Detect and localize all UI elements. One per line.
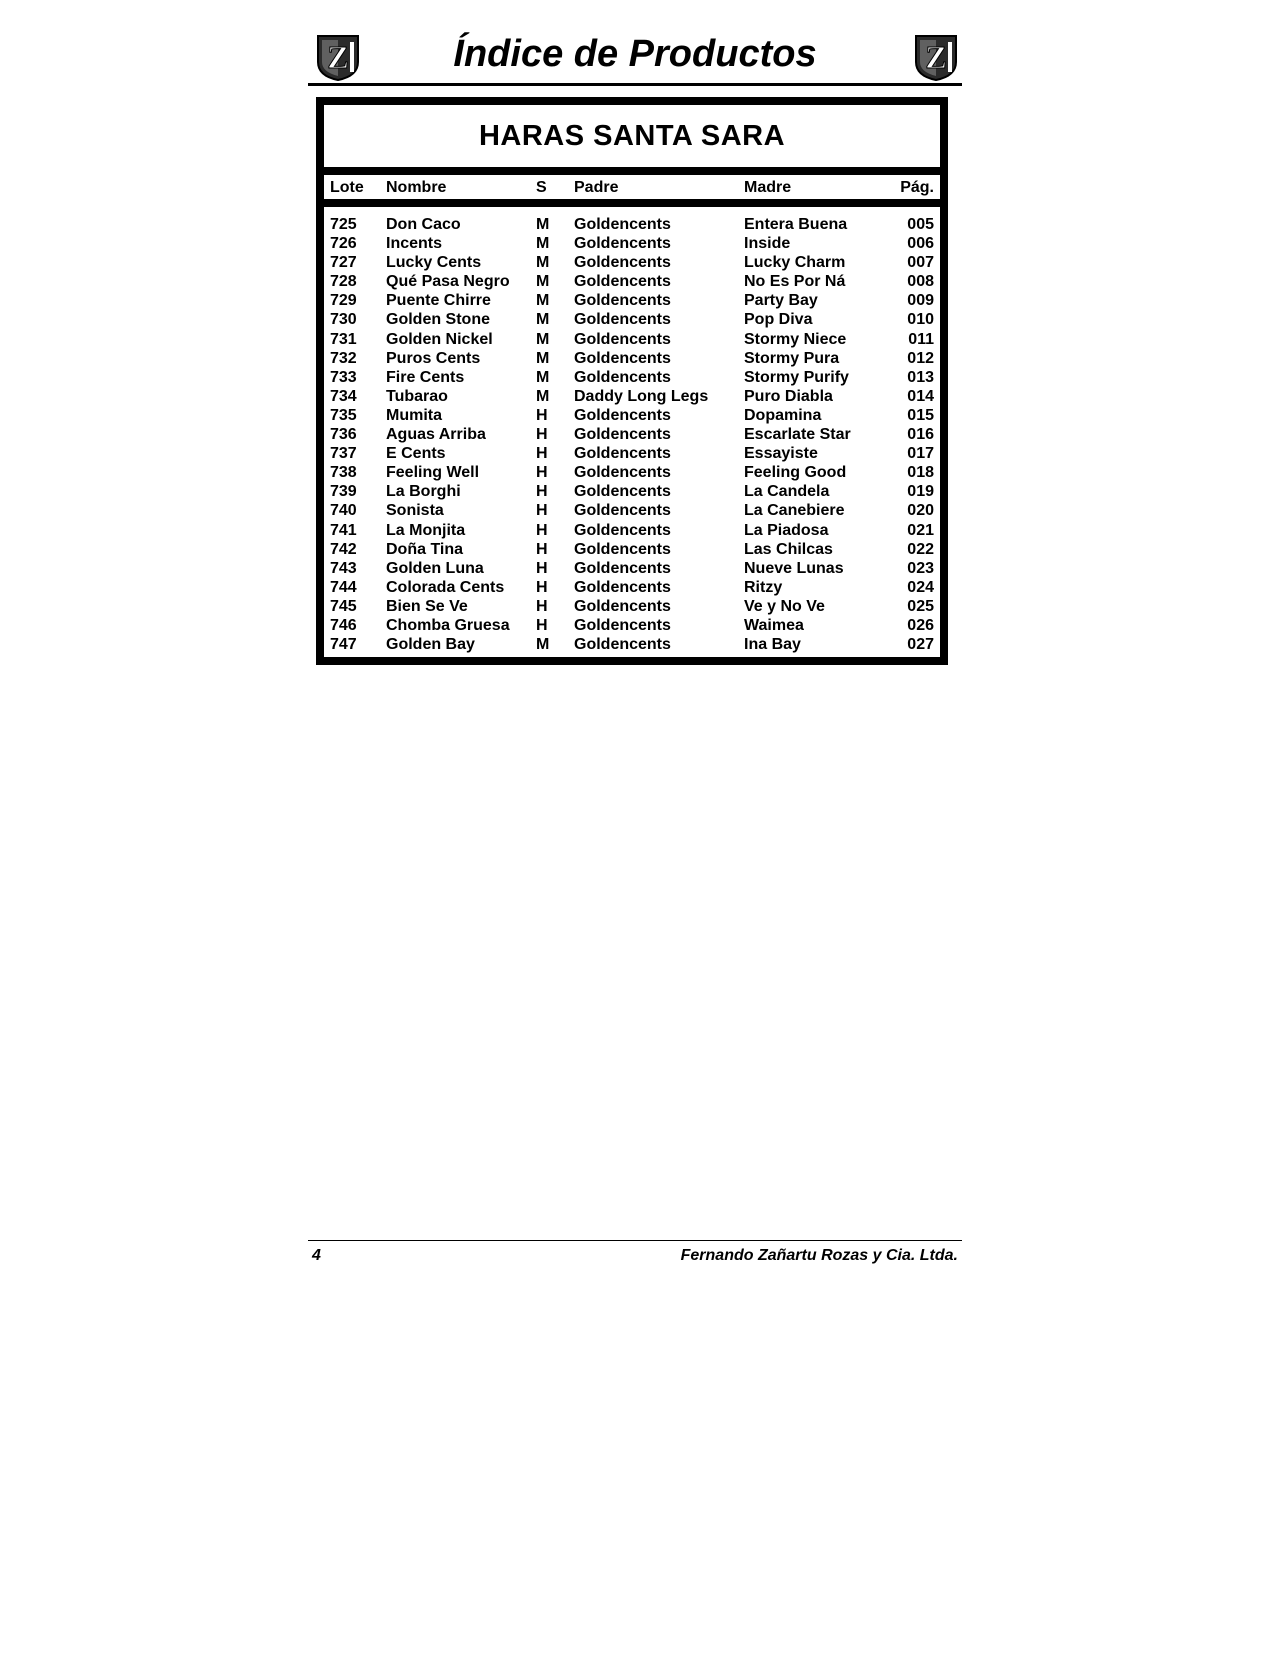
cell-lote: 734: [330, 387, 357, 405]
cell-lote: 744: [330, 578, 357, 596]
column-header-lote: Lote: [330, 179, 364, 196]
cell-nombre: Sonista: [386, 502, 444, 520]
cell-madre: Escarlate Star: [744, 426, 851, 444]
cell-pagina: 007: [907, 254, 934, 272]
cell-lote: 735: [330, 406, 357, 424]
cell-pagina: 015: [907, 406, 934, 424]
page-footer: [308, 1240, 962, 1270]
cell-sexo: M: [536, 330, 550, 348]
cell-nombre: Puros Cents: [386, 349, 481, 367]
cell-pagina: 010: [907, 311, 934, 329]
cell-pagina: 023: [907, 559, 934, 577]
footer-rule: [308, 1240, 962, 1241]
cell-sexo: H: [536, 502, 548, 520]
cell-pagina: 024: [907, 578, 934, 596]
header-rule: [308, 83, 962, 86]
cell-padre: Goldencents: [574, 597, 671, 615]
column-header-madre: Madre: [744, 179, 792, 196]
cell-pagina: 018: [907, 464, 934, 482]
svg-text:Z: Z: [925, 39, 947, 75]
cell-padre: Goldencents: [574, 616, 671, 634]
cell-lote: 747: [330, 636, 357, 654]
cell-sexo: M: [536, 368, 550, 386]
catalog-title-area: [324, 105, 940, 175]
table-row: [324, 501, 940, 520]
cell-lote: 743: [330, 559, 357, 577]
cell-nombre: Golden Stone: [386, 311, 490, 329]
cell-sexo: H: [536, 597, 548, 615]
table-row: [324, 540, 940, 559]
cell-madre: No Es Por Ná: [744, 273, 846, 291]
cell-madre: Ina Bay: [744, 636, 801, 654]
cell-madre: Feeling Good: [744, 464, 847, 482]
cell-lote: 739: [330, 483, 357, 501]
cell-padre: Goldencents: [574, 445, 671, 463]
cell-sexo: H: [536, 521, 548, 539]
cell-lote: 731: [330, 330, 357, 348]
cell-padre: Goldencents: [574, 273, 671, 291]
cell-pagina: 027: [907, 636, 934, 654]
cell-lote: 733: [330, 368, 357, 386]
cell-lote: 737: [330, 445, 357, 463]
cell-lote: 741: [330, 521, 357, 539]
page-title: Índice de Productos: [453, 33, 817, 75]
cell-nombre: La Borghi: [386, 483, 461, 501]
cell-pagina: 013: [907, 368, 934, 386]
table-row: [324, 387, 940, 406]
catalog-table: [316, 97, 948, 665]
cell-sexo: H: [536, 578, 548, 596]
cell-nombre: Aguas Arriba: [386, 426, 486, 444]
cell-madre: La Candela: [744, 483, 830, 501]
cell-sexo: H: [536, 426, 548, 444]
column-header-s: S: [536, 179, 547, 196]
cell-sexo: M: [536, 292, 550, 310]
cell-padre: Goldencents: [574, 349, 671, 367]
cell-padre: Goldencents: [574, 216, 671, 233]
page-header: [308, 30, 962, 86]
table-row: [324, 521, 940, 540]
cell-madre: Ve y No Ve: [744, 597, 825, 615]
cell-pagina: 016: [907, 426, 934, 444]
cell-nombre: Tubarao: [386, 387, 448, 405]
cell-nombre: Mumita: [386, 406, 442, 424]
cell-padre: Goldencents: [574, 292, 671, 310]
cell-padre: Goldencents: [574, 464, 671, 482]
cell-pagina: 005: [907, 216, 934, 233]
cell-lote: 740: [330, 502, 357, 520]
table-row: [324, 234, 940, 253]
cell-madre: Lucky Charm: [744, 254, 846, 272]
cell-madre: Inside: [744, 235, 791, 253]
cell-sexo: H: [536, 464, 548, 482]
cell-padre: Goldencents: [574, 426, 671, 444]
cell-madre: Stormy Purify: [744, 368, 849, 386]
cell-lote: 729: [330, 292, 357, 310]
cell-lote: 730: [330, 311, 357, 329]
cell-nombre: Chomba Gruesa: [386, 616, 510, 634]
cell-madre: Nueve Lunas: [744, 559, 844, 577]
table-row: [324, 482, 940, 501]
cell-lote: 732: [330, 349, 357, 367]
cell-madre: Dopamina: [744, 406, 822, 424]
cell-sexo: H: [536, 559, 548, 577]
cell-padre: Goldencents: [574, 368, 671, 386]
cell-nombre: Golden Bay: [386, 636, 475, 654]
cell-pagina: 008: [907, 273, 934, 291]
cell-padre: Goldencents: [574, 330, 671, 348]
column-header-nombre: Nombre: [386, 179, 447, 196]
cell-lote: 726: [330, 235, 357, 253]
table-row: [324, 215, 940, 234]
cell-sexo: M: [536, 349, 550, 367]
cell-madre: Puro Diabla: [744, 387, 833, 405]
cell-nombre: Incents: [386, 235, 443, 253]
cell-sexo: H: [536, 616, 548, 634]
cell-lote: 736: [330, 426, 357, 444]
cell-padre: Goldencents: [574, 521, 671, 539]
cell-sexo: M: [536, 254, 550, 272]
svg-text:Z: Z: [327, 39, 349, 75]
cell-lote: 746: [330, 616, 357, 634]
table-row: [324, 597, 940, 616]
cell-sexo: M: [536, 216, 550, 233]
cell-pagina: 020: [907, 502, 934, 520]
cell-sexo: M: [536, 387, 550, 405]
cell-madre: La Canebiere: [744, 502, 845, 520]
cell-padre: Goldencents: [574, 559, 671, 577]
cell-sexo: M: [536, 273, 550, 291]
cell-pagina: 011: [908, 330, 934, 348]
cell-padre: Goldencents: [574, 235, 671, 253]
cell-padre: Goldencents: [574, 406, 671, 424]
table-row: [324, 559, 940, 578]
cell-pagina: 019: [907, 483, 934, 501]
table-row: [324, 368, 940, 387]
cell-nombre: Qué Pasa Negro: [386, 273, 510, 291]
cell-nombre: Lucky Cents: [386, 254, 482, 272]
cell-pagina: 017: [907, 445, 934, 463]
cell-nombre: Golden Luna: [386, 559, 484, 577]
company-name: Fernando Zañartu Rozas y Cia. Ltda.: [680, 1247, 958, 1264]
cell-nombre: Puente Chirre: [386, 292, 491, 310]
cell-lote: 728: [330, 273, 357, 291]
cell-padre: Daddy Long Legs: [574, 387, 709, 405]
shield-z-logo-icon: [912, 32, 960, 82]
table-body: [324, 215, 940, 654]
table-row: [324, 310, 940, 329]
cell-nombre: Feeling Well: [386, 464, 480, 482]
cell-nombre: Bien Se Ve: [386, 597, 468, 615]
table-row: [324, 635, 940, 654]
cell-sexo: H: [536, 445, 548, 463]
cell-pagina: 012: [907, 349, 934, 367]
cell-sexo: M: [536, 636, 550, 654]
cell-madre: Pop Diva: [744, 311, 813, 329]
table-row: [324, 272, 940, 291]
cell-nombre: Colorada Cents: [386, 578, 505, 596]
cell-padre: Goldencents: [574, 502, 671, 520]
cell-pagina: 025: [907, 597, 934, 615]
cell-madre: Waimea: [744, 616, 804, 634]
cell-sexo: M: [536, 235, 550, 253]
cell-madre: Essayiste: [744, 445, 818, 463]
cell-padre: Goldencents: [574, 636, 671, 654]
cell-madre: Las Chilcas: [744, 540, 833, 558]
cell-lote: 727: [330, 254, 357, 272]
cell-lote: 745: [330, 597, 357, 615]
cell-nombre: E Cents: [386, 445, 446, 463]
table-row: [324, 291, 940, 310]
table-row: [324, 406, 940, 425]
cell-lote: 738: [330, 464, 357, 482]
cell-nombre: Fire Cents: [386, 368, 465, 386]
table-row: [324, 463, 940, 482]
column-header-pag: Pág.: [900, 179, 934, 196]
cell-nombre: Golden Nickel: [386, 330, 493, 348]
cell-nombre: Don Caco: [386, 216, 461, 233]
table-row: [324, 349, 940, 368]
cell-madre: La Piadosa: [744, 521, 829, 539]
cell-madre: Stormy Pura: [744, 349, 840, 367]
cell-pagina: 009: [907, 292, 934, 310]
table-row: [324, 253, 940, 272]
cell-pagina: 022: [907, 540, 934, 558]
table-row: [324, 425, 940, 444]
page-number: 4: [312, 1247, 321, 1264]
cell-sexo: H: [536, 483, 548, 501]
cell-sexo: H: [536, 540, 548, 558]
table-row: [324, 578, 940, 597]
cell-padre: Goldencents: [574, 254, 671, 272]
cell-lote: 725: [330, 216, 357, 233]
cell-nombre: La Monjita: [386, 521, 466, 539]
cell-padre: Goldencents: [574, 311, 671, 329]
cell-pagina: 021: [907, 521, 934, 539]
cell-madre: Ritzy: [744, 578, 783, 596]
table-row: [324, 616, 940, 635]
cell-lote: 742: [330, 540, 357, 558]
cell-nombre: Doña Tina: [386, 540, 464, 558]
cell-padre: Goldencents: [574, 578, 671, 596]
cell-pagina: 014: [907, 387, 934, 405]
table-row: [324, 330, 940, 349]
table-row: [324, 444, 940, 463]
cell-sexo: H: [536, 406, 548, 424]
cell-madre: Entera Buena: [744, 216, 848, 233]
cell-madre: Stormy Niece: [744, 330, 847, 348]
cell-padre: Goldencents: [574, 483, 671, 501]
cell-pagina: 026: [907, 616, 934, 634]
cell-sexo: M: [536, 311, 550, 329]
column-header-row: [324, 175, 940, 207]
cell-pagina: 006: [907, 235, 934, 253]
column-header-padre: Padre: [574, 179, 619, 196]
cell-madre: Party Bay: [744, 292, 818, 310]
catalog-title: HARAS SANTA SARA: [478, 119, 786, 152]
cell-padre: Goldencents: [574, 540, 671, 558]
